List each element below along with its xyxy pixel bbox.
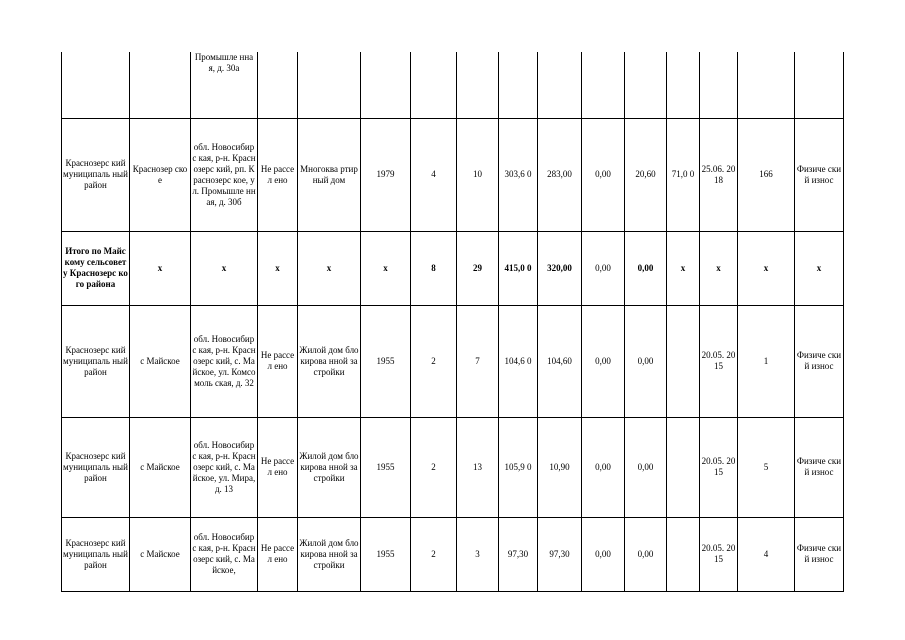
cell-col8: 3 — [457, 517, 499, 591]
cell-date: 20.05. 2015 — [700, 417, 738, 517]
cell-area-total: 97,30 — [499, 517, 538, 591]
cell-municipality: Краснозерс кий муниципаль ный район — [62, 118, 130, 231]
cell-year: 1955 — [361, 417, 411, 517]
cell-col8: 29 — [457, 231, 499, 305]
cell-area-col10 — [538, 52, 582, 118]
cell-area-col10: 10,90 — [538, 417, 582, 517]
cell-date: 25.06. 2018 — [700, 118, 738, 231]
cell-settlement: с Майское — [130, 517, 191, 591]
total-row — [62, 231, 844, 305]
cell-area-col12 — [625, 52, 667, 118]
cell-municipality: Краснозерс кий муниципаль ный район — [62, 417, 130, 517]
cell-doc-number: 4 — [738, 517, 795, 591]
cell-year: 1979 — [361, 118, 411, 231]
cell-reason: Физиче ский износ — [795, 305, 844, 417]
cell-house-type: Жилой дом блокирова нной застройки — [298, 305, 361, 417]
cell-area-col12: 0,00 — [625, 517, 667, 591]
cell-area-col13 — [667, 305, 700, 417]
cell-area-col11: 0,00 — [582, 517, 625, 591]
cell-municipality: Краснозерс кий муниципаль ный район — [62, 305, 130, 417]
cell-doc-number — [738, 52, 795, 118]
cell-date: 20.05. 2015 — [700, 305, 738, 417]
cell-reason: Физиче ский износ — [795, 417, 844, 517]
cell-doc-number: 1 — [738, 305, 795, 417]
cell-area-col12: 0,00 — [625, 231, 667, 305]
cell-area-col13 — [667, 52, 700, 118]
cell-address: обл. Новосибирс кая, р-н. Краснозерс кий, с. Майское, ул. Мира, д. 13 — [191, 417, 258, 517]
cell-municipality: Итого по Майскому сельсовету Краснозерс кого района — [62, 231, 130, 305]
cell-col8 — [457, 52, 499, 118]
cell-settlement: Краснозер ское — [130, 118, 191, 231]
table-row — [62, 517, 844, 591]
cell-reason: Физиче ский износ — [795, 118, 844, 231]
cell-area-total: 415,0 0 — [499, 231, 538, 305]
cell-status: Не рассел ено — [258, 118, 298, 231]
cell-reason — [795, 52, 844, 118]
cell-settlement — [130, 52, 191, 118]
cell-status: Не рассел ено — [258, 417, 298, 517]
cell-col7: 2 — [411, 517, 457, 591]
cell-house-type: x — [298, 231, 361, 305]
cell-settlement: с Майское — [130, 417, 191, 517]
cell-settlement: x — [130, 231, 191, 305]
cell-col7: 2 — [411, 417, 457, 517]
cell-area-col10: 97,30 — [538, 517, 582, 591]
cell-area-col12: 20,60 — [625, 118, 667, 231]
cell-area-col11: 0,00 — [582, 231, 625, 305]
cell-area-col11: 0,00 — [582, 118, 625, 231]
cell-area-col10: 104,60 — [538, 305, 582, 417]
cell-area-col11 — [582, 52, 625, 118]
cell-address: x — [191, 231, 258, 305]
cell-address: обл. Новосибирс кая, р-н. Краснозерс кий, с. Майское, — [191, 517, 258, 591]
cell-address: обл. Новосибирс кая, р-н. Краснозерс кий, с. Майское, ул. Комсомоль ская, д. 32 — [191, 305, 258, 417]
cell-status: Не рассел ено — [258, 305, 298, 417]
cell-col7: 4 — [411, 118, 457, 231]
cell-area-col10: 320,00 — [538, 231, 582, 305]
cell-col8: 10 — [457, 118, 499, 231]
cell-year: x — [361, 231, 411, 305]
cell-area-total — [499, 52, 538, 118]
cell-municipality — [62, 52, 130, 118]
cell-area-col11: 0,00 — [582, 417, 625, 517]
cell-area-col12: 0,00 — [625, 305, 667, 417]
cell-house-type: Жилой дом блокирова нной застройки — [298, 517, 361, 591]
cell-area-total: 104,6 0 — [499, 305, 538, 417]
cell-address: Промышле нная, д. 30а — [191, 52, 258, 118]
cell-reason: Физиче ский износ — [795, 517, 844, 591]
cell-year — [361, 52, 411, 118]
cell-area-col13 — [667, 517, 700, 591]
cell-area-col10: 283,00 — [538, 118, 582, 231]
cell-col8: 13 — [457, 417, 499, 517]
cell-area-col13: 71,0 0 — [667, 118, 700, 231]
cell-municipality: Краснозерс кий муниципаль ный район — [62, 517, 130, 591]
housing-register-table — [61, 52, 844, 592]
cell-col7: 2 — [411, 305, 457, 417]
cell-year: 1955 — [361, 517, 411, 591]
cell-status: Не рассел ено — [258, 517, 298, 591]
cell-status — [258, 52, 298, 118]
cell-area-total: 303,6 0 — [499, 118, 538, 231]
cell-house-type — [298, 52, 361, 118]
cell-col7: 8 — [411, 231, 457, 305]
cell-area-col11: 0,00 — [582, 305, 625, 417]
cell-doc-number: 166 — [738, 118, 795, 231]
cell-date — [700, 52, 738, 118]
cell-status: x — [258, 231, 298, 305]
cell-area-total: 105,9 0 — [499, 417, 538, 517]
cell-doc-number: x — [738, 231, 795, 305]
cell-date: 20.05. 2015 — [700, 517, 738, 591]
cell-house-type: Жилой дом блокирова нной застройки — [298, 417, 361, 517]
cell-year: 1955 — [361, 305, 411, 417]
cell-area-col13: x — [667, 231, 700, 305]
cell-doc-number: 5 — [738, 417, 795, 517]
table-row — [62, 118, 844, 231]
cell-area-col12: 0,00 — [625, 417, 667, 517]
cell-date: x — [700, 231, 738, 305]
table-row — [62, 417, 844, 517]
cell-house-type: Многоква ртирный дом — [298, 118, 361, 231]
cell-reason: x — [795, 231, 844, 305]
table-row — [62, 52, 844, 118]
cell-col8: 7 — [457, 305, 499, 417]
cell-address: обл. Новосибирс кая, р-н. Краснозерс кий, рп. Краснозерс кое, ул. Промышле нная, д. 30б — [191, 118, 258, 231]
cell-area-col13 — [667, 417, 700, 517]
cell-col7 — [411, 52, 457, 118]
cell-settlement: с Майское — [130, 305, 191, 417]
table-row — [62, 305, 844, 417]
